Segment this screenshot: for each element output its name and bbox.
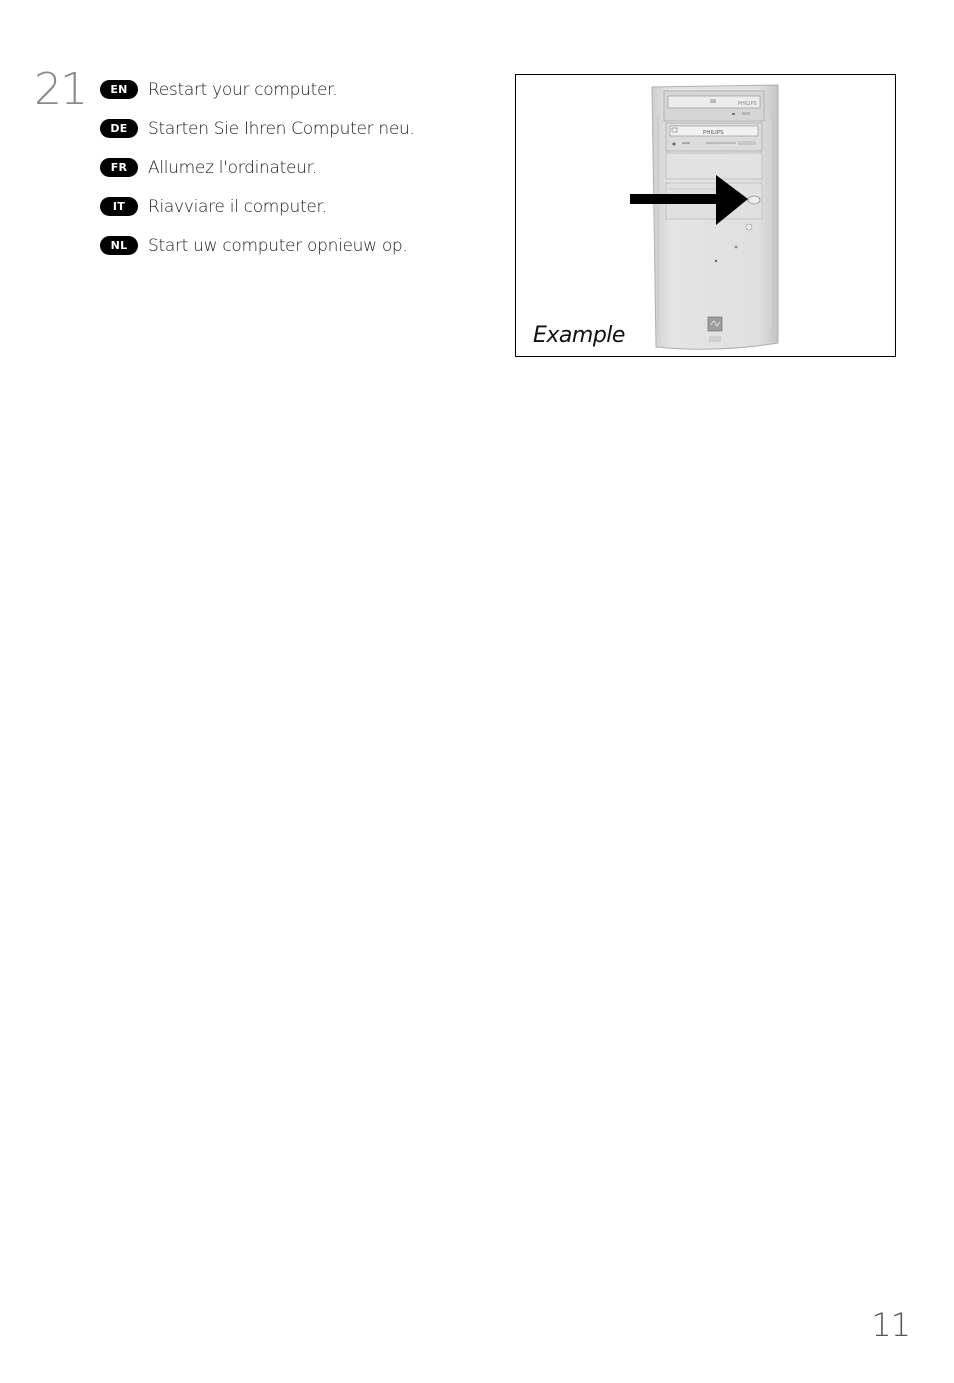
instruction-en bbox=[100, 70, 415, 109]
computer-tower-illustration bbox=[516, 75, 895, 356]
instruction-text-nl: Start uw computer opnieuw op. bbox=[148, 235, 408, 256]
language-badge-fr: FR bbox=[100, 158, 138, 177]
instruction-nl bbox=[100, 226, 415, 265]
example-figure bbox=[515, 74, 896, 357]
instruction-list bbox=[100, 70, 415, 265]
brand-logo-icon bbox=[708, 317, 722, 331]
drive-brand-2: PHILIPS bbox=[703, 130, 724, 136]
power-button-icon bbox=[748, 196, 760, 204]
example-label: Example bbox=[533, 323, 625, 348]
language-badge-nl: NL bbox=[100, 236, 138, 255]
language-badge-it: IT bbox=[100, 197, 138, 216]
instruction-de bbox=[100, 109, 415, 148]
instruction-text-fr: Allumez l'ordinateur. bbox=[148, 157, 317, 178]
instruction-it bbox=[100, 187, 415, 226]
instruction-text-it: Riavviare il computer. bbox=[148, 196, 327, 217]
instruction-text-en: Restart your computer. bbox=[148, 79, 338, 100]
step-number: 21 bbox=[34, 64, 86, 115]
instruction-fr bbox=[100, 148, 415, 187]
page-number: 11 bbox=[871, 1306, 910, 1344]
language-badge-en: EN bbox=[100, 80, 138, 99]
language-badge-de: DE bbox=[100, 119, 138, 138]
instruction-text-de: Starten Sie Ihren Computer neu. bbox=[148, 118, 415, 139]
drive-brand-1: PHILIPS bbox=[738, 101, 757, 107]
